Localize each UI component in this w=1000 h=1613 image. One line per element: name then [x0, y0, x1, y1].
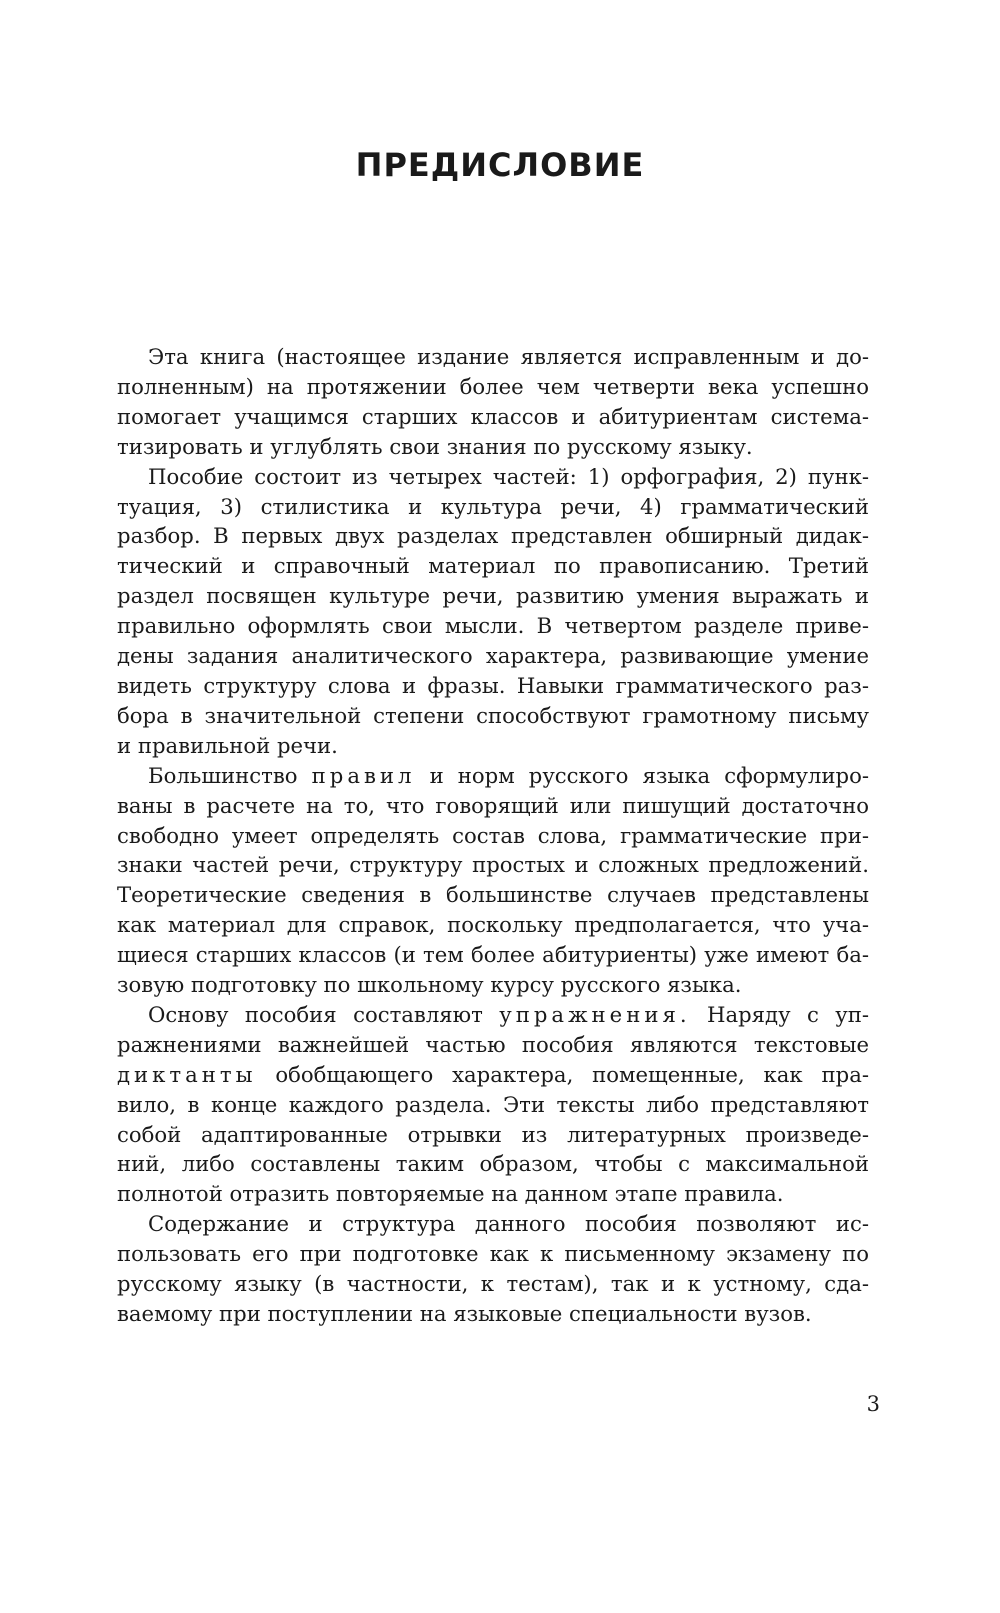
paragraph-3: [117, 761, 869, 1000]
text-line: пользовать его при подготовке как к письменному экзамену по: [117, 1241, 869, 1267]
text-fragment: Наряду с уп-: [706, 1001, 869, 1027]
text-line: знаки частей речи, структуру простых и сложных предложений.: [117, 852, 869, 878]
emphasized-term: диктанты: [117, 1061, 257, 1087]
text-line: зовую подготовку по школьному курсу русского языка.: [117, 972, 742, 998]
text-fragment: и норм русского языка сформулиро-: [429, 762, 869, 788]
paragraph-1: [117, 342, 869, 462]
text-line: Содержание и структура данного пособия позволяют ис-: [148, 1211, 869, 1237]
text-line: щиеся старших классов (и тем более абитуриенты) уже имеют ба-: [117, 942, 869, 968]
text-fragment: Основу пособия составляют: [148, 1001, 483, 1027]
emphasized-term: упражнения.: [499, 1001, 691, 1027]
text-line: туация, 3) стилистика и культура речи, 4) грамматический: [117, 493, 869, 519]
text-line: и правильной речи.: [117, 732, 338, 758]
text-line: тизировать и углублять свои знания по русскому языку.: [117, 433, 753, 459]
text-line: [117, 1060, 869, 1090]
text-fragment: обобщающего характера, помещенные, как пра-: [275, 1061, 869, 1087]
text-fragment: Большинство: [148, 762, 298, 788]
paragraph-4: [117, 1000, 869, 1209]
text-line: [117, 761, 869, 791]
text-line: тический и справочный материал по правописанию. Третий: [117, 553, 869, 579]
text-line: дены задания аналитического характера, развивающие умение: [117, 643, 869, 669]
text-line: ваны в расчете на то, что говорящий или пишущий достаточно: [117, 792, 869, 818]
page-title: ПРЕДИСЛОВИЕ: [355, 146, 645, 184]
text-line: ражнениями важнейшей частью пособия являются текстовые: [117, 1031, 869, 1057]
text-line: видеть структуру слова и фразы. Навыки грамматического раз-: [117, 672, 869, 698]
text-line: полнотой отразить повторяемые на данном этапе правила.: [117, 1181, 784, 1207]
text-line: русскому языку (в частности, к тестам), так и к устному, сда-: [117, 1271, 869, 1297]
text-line: Пособие состоит из четырех частей: 1) орфография, 2) пунк-: [148, 463, 869, 489]
page-number: 3: [866, 1392, 880, 1416]
text-line: свободно умеет определять состав слова, грамматические при-: [117, 822, 869, 848]
paragraph-2: [117, 462, 869, 761]
text-line: разбор. В первых двух разделах представлен обширный дидак-: [117, 523, 869, 549]
text-line: раздел посвящен культуре речи, развитию умения выражать и: [117, 583, 869, 609]
text-line: бора в значительной степени способствуют грамотному письму: [117, 702, 869, 728]
text-line: [117, 1000, 869, 1030]
text-line: помогает учащимся старших классов и абитуриентам система-: [117, 403, 869, 429]
text-line: Теоретические сведения в большинстве случаев представлены: [117, 882, 869, 908]
text-line: полненным) на протяжении более чем четверти века успешно: [117, 373, 869, 399]
paragraph-5: [117, 1209, 869, 1329]
emphasized-term: правил: [311, 762, 416, 788]
text-line: ваемому при поступлении на языковые специальности вузов.: [117, 1301, 812, 1326]
text-line: вило, в конце каждого раздела. Эти тексты либо представляют: [117, 1091, 869, 1117]
text-line: правильно оформлять свои мысли. В четвертом разделе приве-: [117, 613, 869, 639]
text-line: Эта книга (настоящее издание является исправленным и до-: [148, 344, 869, 369]
text-line: собой адаптированные отрывки из литературных произведе-: [117, 1121, 869, 1147]
text-line: как материал для справок, поскольку предполагается, что уча-: [117, 912, 869, 938]
text-line: ний, либо составлены таким образом, чтобы с максимальной: [117, 1151, 869, 1177]
body-text: [117, 342, 869, 1329]
